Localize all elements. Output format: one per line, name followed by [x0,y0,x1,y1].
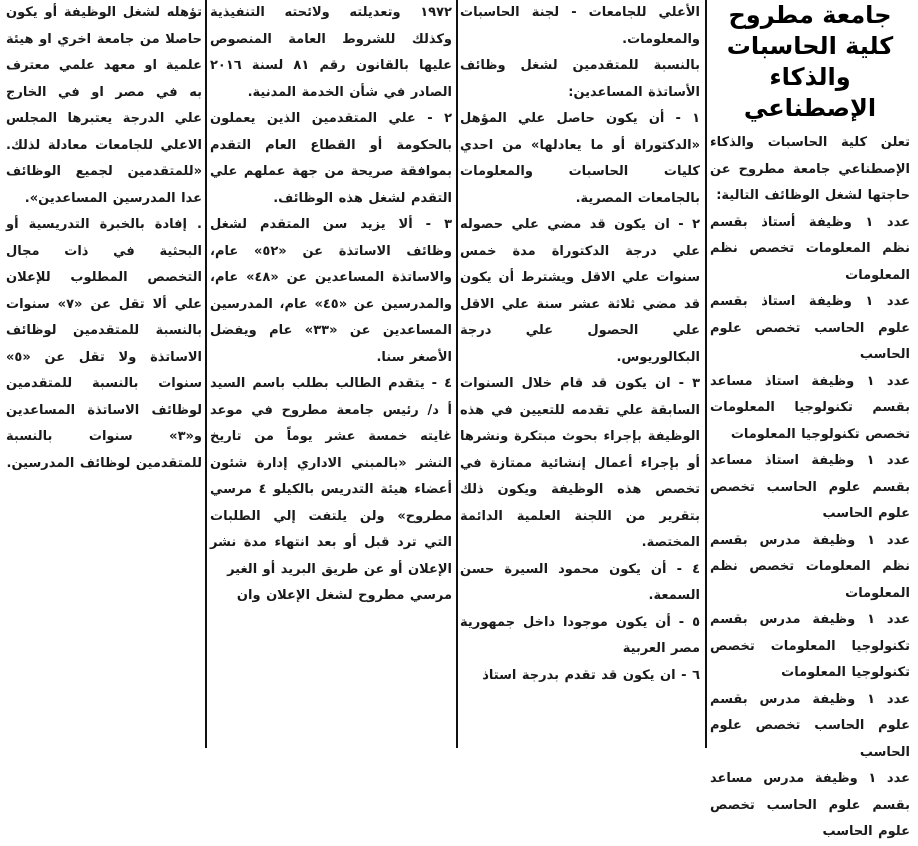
requirement-item: ٥ - أن يكون موجودا داخل جمهورية مصر العربية [460,614,700,656]
requirement-item: ٣ - ان يكون قد قام خلال السنوات السابقة علي تقدمه للتعيين في هذه الوظيفة بإجراء بحوث مبتكرة ونشرها أو بإجراء أعمال إنشائية ممتازة في تخصص هذه الوظيفة ويكون ذلك بتقرير من اللجنة العلمية الدائمة المختصة. [460,376,700,550]
paragraph: ١٩٧٢ وتعديلته ولائحته التنفيذية وكذلك للشروط العامة المنصوص عليها بالقانون رقم ٨١ لسنة ٢٠١٦ الصادر في شأن الخدمة المدنية. [210,5,452,100]
column-divider [456,0,458,748]
paragraph: مرسي مطروح لشغل الإعلان وان [236,588,452,603]
paragraph: بالنسبة للمتقدمين لشغل وظائف الأساتذة المساعدين: [460,58,700,100]
job-listing: عدد ١ وظيفة استاذ بقسم علوم الحاسب تخصص علوم الحاسب [710,294,910,362]
job-listing: عدد ١ وظيفة مدرس بقسم علوم الحاسب تخصص علوم الحاسب [710,691,910,760]
paragraph: الأعلي للجامعات - لجنة الحاسبات والمعلومات. [460,5,700,47]
requirement-item: ٤ - أن يكون محمود السيرة حسن السمعة. [460,561,700,603]
paragraph: . إفادة بالخبرة التدريسية أو البحثية في ذات مجال التخصص المطلوب للإعلان علي ألا تقل عن «٧» سنوات بالنسبة للمتقدمين لوظائف الاساتذة ولا تقل عن «٥» سنوات بالنسبة للمتقدمين لوظائف الاساتذة المساعدين و«٣» سنوات بالنسبة للمتقدمين لوظائف المدرسين. [6,217,203,471]
job-listing: عدد ١ وظيفة مدرس مساعد بقسم علوم الحاسب تخصص علوم الحاسب [710,771,910,839]
headline-line-1: جامعة مطروح [728,1,892,29]
headline-line-2: كلية الحاسبات [726,32,894,60]
intro-paragraph: تعلن كلية الحاسبات والذكاء الإصطناعي جامعة مطروح عن حاجتها لشغل الوظائف التالية: [710,135,910,203]
requirement-item: ٢ - علي المتقدمين الذين يعملون بالحكومة أو القطاع العام التقدم بموافقة صريحة من جهة عملهم علي التقدم لشغل هذه الوظائف. [210,111,452,206]
requirement-item: ٤ - يتقدم الطالب بطلب باسم السيد أ د/ رئيس جامعة مطروح في موعد غايته خمسة عشر يوماً من تاريخ النشر «بالمبني الاداري إدارة شئون أعضاء هيئة التدريس بالكيلو ٤ مرسي مطروح» ولن يلتفت إلي الطلبات التي ترد قبل أو بعد انتهاء مدة نشر الإعلان أو عن طريق البريد أو الغير [210,376,452,577]
headline-line-3: والذكاء الإصطناعي [743,63,877,122]
column-4 [6,0,202,748]
requirement-item: ٦ - ان يكون قد تقدم بدرجة استاذ [482,667,700,683]
column-1 [710,0,910,839]
requirement-item: ٣ - ألا يزيد سن المتقدم لشغل وظائف الاساتذة عن «٥٢» عام، والاساتذة المساعدين عن «٤٨» عام، والمدرسين عن «٤٥» عام، المدرسين المساعدين عن «٣٣» عام ويفضل الأصغر سنا. [210,217,452,365]
column-divider [705,0,707,748]
job-listing: عدد ١ وظيفة استاذ مساعد بقسم علوم الحاسب تخصص علوم الحاسب [710,453,910,521]
requirement-item: ٢ - ان يكون قد مضي علي حصوله علي درجة الدكتوراة مدة خمس سنوات علي الاقل ويشترط أن يكون قد مضي ثلاثة عشر سنة علي الاقل علي الحصول علي درجة البكالوريوس. [460,217,700,365]
requirement-item: ١ - أن يكون حاصل علي المؤهل «الدكتوراة أو ما يعادلها» من احدي كليات الحاسبات والمعلومات بالجامعات المصرية. [460,111,700,206]
column-2 [460,0,700,748]
job-listing: عدد ١ وظيفة أستاذ بقسم نظم المعلومات تخصص نظم المعلومات [710,214,910,283]
job-listing: عدد ١ وظيفة مدرس بقسم تكنولوجيا المعلومات تخصص تكنولوجيا المعلومات [710,612,910,680]
job-listing: عدد ١ وظيفة مدرس بقسم نظم المعلومات تخصص نظم المعلومات [710,532,910,601]
column-3 [210,0,452,748]
paragraph: تؤهله لشغل الوظيفة أو يكون حاصلا من جامعة اخري او هيئة علمية او معهد علمي معترف به في مصر او في الخارج علي الدرجة يعتبرها المجلس الاعلي للجامعات معادلة لذلك. «للمتقدمين لجميع الوظائف عدا المدرسين المساعدين». [6,5,202,206]
job-listing: عدد ١ وظيفة استاذ مساعد بقسم تكنولوجيا المعلومات تخصص تكنولوجيا المعلومات [710,373,910,442]
column-divider [205,0,207,748]
headline [710,0,910,124]
